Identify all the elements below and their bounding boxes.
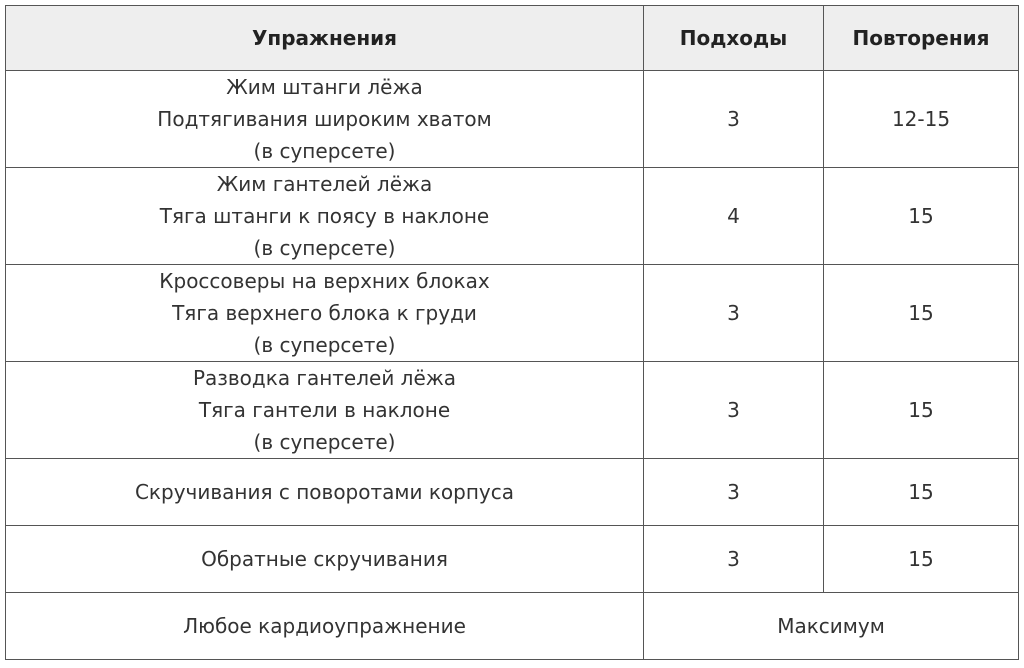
exercise-line: Тяга штанги к поясу в наклоне bbox=[159, 204, 490, 228]
exercise-cell bbox=[6, 265, 644, 362]
table-row bbox=[6, 362, 1019, 459]
exercise-cell bbox=[6, 362, 644, 459]
exercise-line: Обратные скручивания bbox=[201, 547, 448, 571]
exercise-line: (в суперсете) bbox=[253, 430, 396, 454]
reps-cell: 15 bbox=[824, 168, 1019, 265]
table-row bbox=[6, 71, 1019, 168]
exercise-line: Тяга верхнего блока к груди bbox=[172, 301, 477, 325]
merged-value-cell: Максимум bbox=[644, 593, 1019, 660]
table-row bbox=[6, 265, 1019, 362]
header-reps: Повторения bbox=[824, 6, 1019, 71]
exercise-line: Подтягивания широким хватом bbox=[157, 107, 492, 131]
header-sets: Подходы bbox=[644, 6, 824, 71]
exercise-line: (в суперсете) bbox=[253, 333, 396, 357]
table-row bbox=[6, 459, 1019, 526]
exercise-cell bbox=[6, 168, 644, 265]
sets-cell: 4 bbox=[644, 168, 824, 265]
sets-cell: 3 bbox=[644, 71, 824, 168]
reps-cell: 15 bbox=[824, 362, 1019, 459]
exercise-line: Скручивания с поворотами корпуса bbox=[134, 480, 515, 504]
sets-cell: 3 bbox=[644, 362, 824, 459]
table-row bbox=[6, 593, 1019, 660]
reps-cell: 15 bbox=[824, 459, 1019, 526]
exercise-line: Жим штанги лёжа bbox=[226, 75, 423, 99]
exercise-line: (в суперсете) bbox=[253, 139, 396, 163]
exercise-cell bbox=[6, 526, 644, 593]
workout-table bbox=[5, 5, 1019, 660]
exercise-line: (в суперсете) bbox=[253, 236, 396, 260]
reps-cell: 12-15 bbox=[824, 71, 1019, 168]
exercise-cell bbox=[6, 459, 644, 526]
exercise-line: Жим гантелей лёжа bbox=[216, 172, 433, 196]
exercise-line: Разводка гантелей лёжа bbox=[192, 366, 457, 390]
table-row bbox=[6, 168, 1019, 265]
reps-cell: 15 bbox=[824, 526, 1019, 593]
sets-cell: 3 bbox=[644, 265, 824, 362]
exercise-cell: Любое кардиоупражнение bbox=[6, 593, 644, 660]
header-exercises: Упражнения bbox=[6, 6, 644, 71]
table-row bbox=[6, 526, 1019, 593]
sets-cell: 3 bbox=[644, 526, 824, 593]
reps-cell: 15 bbox=[824, 265, 1019, 362]
sets-cell: 3 bbox=[644, 459, 824, 526]
table-header-row bbox=[6, 6, 1019, 71]
exercise-cell bbox=[6, 71, 644, 168]
exercise-line: Кроссоверы на верхних блоках bbox=[159, 269, 490, 293]
exercise-line: Тяга гантели в наклоне bbox=[198, 398, 451, 422]
